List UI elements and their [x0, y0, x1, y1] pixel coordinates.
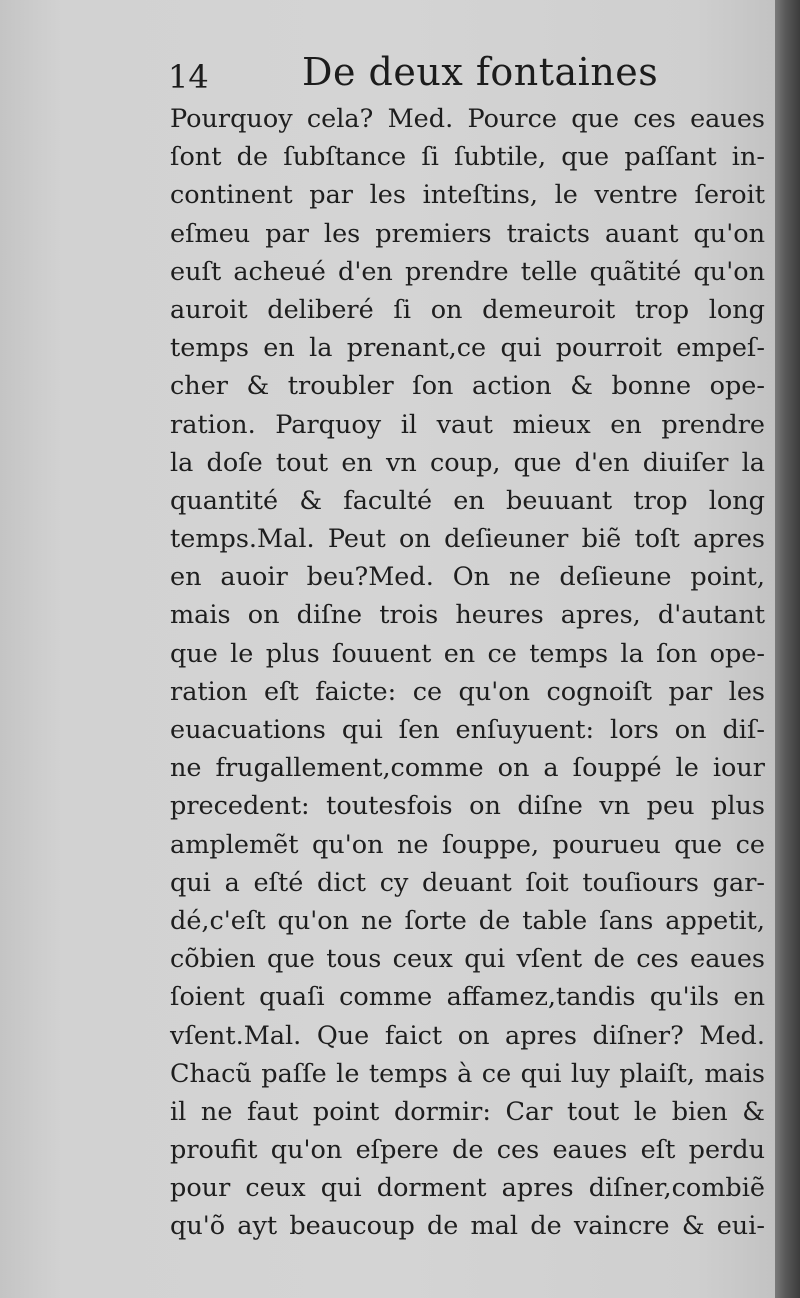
text-block: [170, 100, 765, 1246]
text-line: temps en la prenant,ce qui pourroit empeſ-: [170, 333, 765, 364]
text-line: cõbien que tous ceux qui vſent de ces eaues: [170, 944, 765, 975]
text-line: cher & troubler ſon action & bonne ope-: [170, 371, 765, 402]
text-line: continent par les inteſtins, le ventre ſeroit: [170, 180, 765, 211]
text-line: qu'õ ayt beaucoup de mal de vaincre & eui-: [170, 1211, 765, 1242]
running-title: De deux fontaines: [302, 50, 659, 94]
text-line: Pourquoy cela? Med. Pource que ces eaues: [170, 104, 765, 134]
text-line: euacuations qui ſen enſuyuent: lors on diſ-: [170, 715, 765, 745]
text-line: auroit deliberé ſi on demeuroit trop long: [170, 294, 765, 325]
text-line: precedent: toutesfois on diſne vn peu plus: [170, 791, 765, 822]
text-line: mais on diſne trois heures apres, d'autant: [170, 600, 765, 631]
text-line: temps.Mal. Peut on deſieuner biẽ toſt apres: [170, 524, 765, 555]
page-edge-shadow: [775, 0, 800, 1298]
text-line: euſt acheué d'en prendre telle quãtité qu'on: [170, 256, 765, 287]
text-line: ne frugallement,comme on a ſouppé le iour: [170, 753, 765, 784]
text-line: amplemẽt qu'on ne ſouppe, pourueu que ce: [170, 829, 765, 860]
text-line: pour ceux qui dorment apres diſner,combiẽ: [170, 1173, 765, 1204]
text-line: il ne faut point dormir: Car tout le bien &: [170, 1096, 765, 1127]
text-line: en auoir beu?Med. On ne deſieune point,: [170, 562, 765, 593]
text-line: Chacũ paſſe le temps à ce qui luy plaiſt, mais: [170, 1058, 765, 1089]
text-line: eſmeu par les premiers traicts auant qu'on: [170, 218, 765, 249]
page-number: 14: [168, 58, 209, 96]
text-line: ration. Parquoy il vaut mieux en prendre: [170, 409, 765, 440]
text-line: ration eſt faicte: ce qu'on cognoiſt par les: [170, 676, 765, 707]
text-line: proufit qu'on eſpere de ces eaues eſt perdu: [170, 1135, 765, 1166]
text-line: qui a eſté dict cy deuant ſoit touſiours gar-: [170, 867, 765, 898]
text-line: que le plus ſouuent en ce temps la ſon ope-: [170, 638, 765, 669]
text-line: quantité & faculté en beuuant trop long: [170, 485, 765, 516]
text-line: ſoient quaſi comme affamez,tandis qu'ils en: [170, 982, 765, 1013]
text-line: la doſe tout en vn coup, que d'en diuiſer la: [170, 447, 765, 478]
text-line: dé,c'eſt qu'on ne ſorte de table ſans appetit,: [170, 905, 765, 936]
text-line: ſont de ſubſtance ſi ſubtile, que paſſant in-: [170, 142, 765, 173]
text-line: vſent.Mal. Que faict on apres diſner? Med.: [170, 1020, 765, 1051]
page-header: [168, 48, 768, 100]
